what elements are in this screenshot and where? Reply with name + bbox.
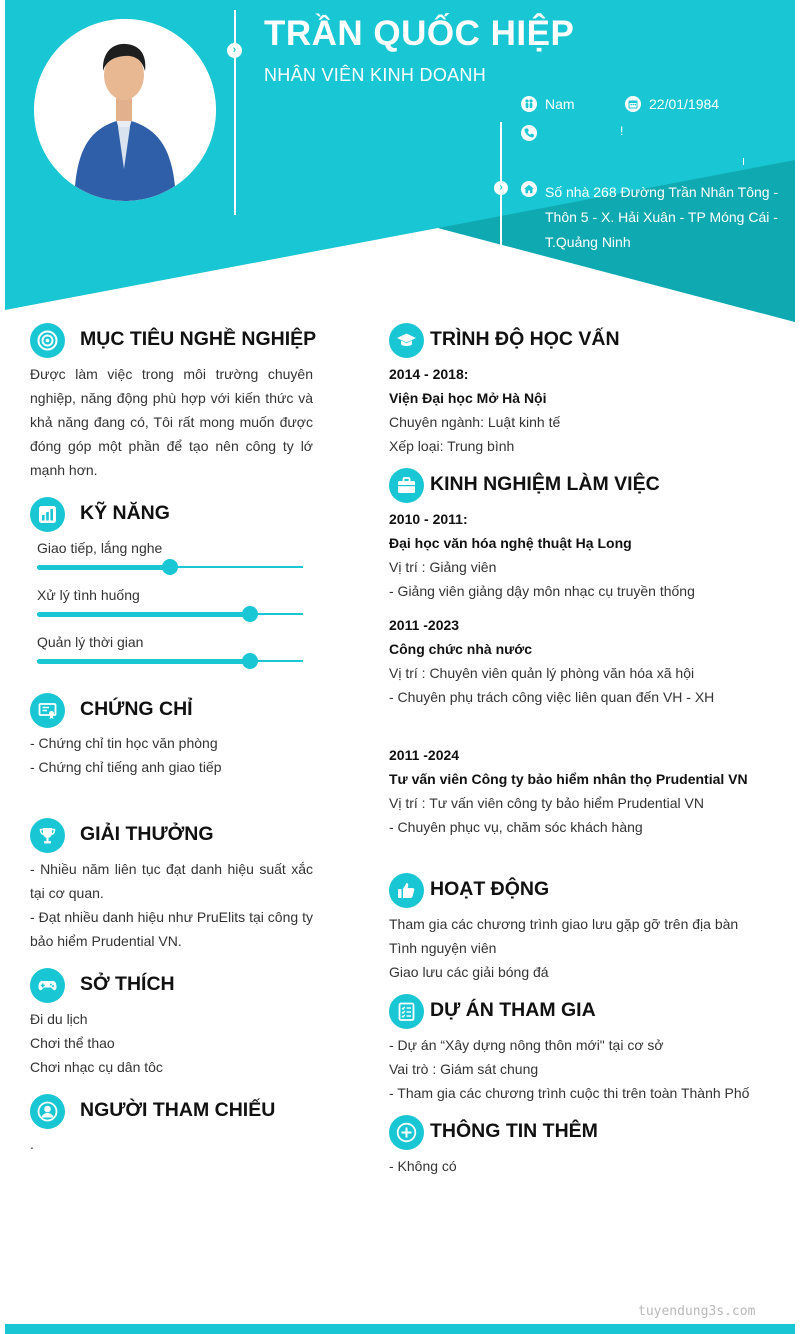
awards-title: GIẢI THƯỞNG xyxy=(80,823,214,845)
award-item: - Nhiều năm liên tục đạt danh hiệu suất xắc tại cơ quan. xyxy=(30,861,313,901)
objective-title: MỤC TIÊU NGHỀ NGHIỆP xyxy=(80,328,317,350)
job-company: Tư vấn viên Công ty bảo hiểm nhân thọ Prudential VN xyxy=(389,771,748,787)
phone-value: ! xyxy=(620,124,624,138)
trophy-icon xyxy=(30,818,65,853)
certificate-item: - Chứng chỉ tin học văn phòng xyxy=(30,735,218,751)
gender-value: Nam xyxy=(545,96,575,112)
hobby-item: Chơi nhạc cụ dân tôc xyxy=(30,1059,163,1075)
graduation-cap-icon xyxy=(389,323,424,358)
references-text: . xyxy=(30,1136,34,1152)
job-company: Đại học văn hóa nghệ thuật Hạ Long xyxy=(389,535,632,551)
education-title: TRÌNH ĐỘ HỌC VẤN xyxy=(430,328,620,350)
job-period: 2011 -2023 xyxy=(389,617,460,633)
project-item: - Dự án “Xây dựng nông thôn mới" tại cơ sở xyxy=(389,1037,664,1053)
job-role: Vị trí : Chuyên viên quản lý phòng văn hóa xã hội xyxy=(389,665,695,681)
divider-tick xyxy=(743,158,744,165)
job-description: - Chuyên phục vụ, chăm sóc khách hàng xyxy=(389,819,643,835)
job-role: Vị trí : Giảng viên xyxy=(389,559,497,575)
skill-bar-fill xyxy=(37,565,170,570)
hobbies-title: SỞ THÍCH xyxy=(80,973,175,995)
job-period: 2011 -2024 xyxy=(389,747,460,763)
education-grade: Xếp loại: Trung bình xyxy=(389,438,515,454)
skill-label: Giao tiếp, lắng nghe xyxy=(37,540,163,556)
additional-info-text: - Không có xyxy=(389,1158,457,1174)
projects-title: DỰ ÁN THAM GIA xyxy=(430,999,596,1021)
experience-title: KINH NGHIỆM LÀM VIỆC xyxy=(430,473,660,495)
skill-label: Xử lý tình huống xyxy=(37,587,140,603)
footer-bar xyxy=(5,1324,795,1334)
birthday-value: 22/01/1984 xyxy=(649,96,720,112)
references-title: NGƯỜI THAM CHIẾU xyxy=(80,1099,276,1121)
award-item: - Đạt nhiều danh hiệu như PruElits tại công ty bảo hiểm Prudential VN. xyxy=(30,909,313,949)
job-description: - Giảng viên giảng dậy môn nhạc cụ truyền thống xyxy=(389,583,695,599)
skill-bar-fill xyxy=(37,612,250,617)
certificate-icon xyxy=(30,693,65,728)
objective-text: Được làm việc trong môi trường chuyên nghiệp, năng động phù hợp với kiến thức và khả năng đang có, Tôi rất mong muốn được đóng góp một phần để tạo nên công ty lớ mạnh hơn. xyxy=(30,366,313,478)
skill-bar-knob xyxy=(242,653,258,669)
gamepad-icon xyxy=(30,968,65,1003)
info-divider-line xyxy=(500,122,502,272)
skill-bar xyxy=(37,613,303,615)
skill-bar-fill xyxy=(37,659,250,664)
education-school: Viện Đại học Mở Hà Nội xyxy=(389,390,547,406)
skill-bar xyxy=(37,660,303,662)
hobby-item: Đi du lịch xyxy=(30,1011,88,1027)
gender-icon xyxy=(521,96,537,112)
avatar xyxy=(34,19,216,201)
activities-title: HOẠT ĐỘNG xyxy=(430,878,550,900)
activity-item: Tham gia các chương trình giao lưu gặp gỡ trên địa bàn xyxy=(389,916,739,932)
skills-title: KỸ NĂNG xyxy=(80,502,170,524)
job-period: 2010 - 2011: xyxy=(389,511,468,527)
bar-chart-icon xyxy=(30,497,65,532)
phone-icon xyxy=(521,125,537,141)
education-major: Chuyên ngành: Luật kinh tế xyxy=(389,414,561,430)
additional-info-title: THÔNG TIN THÊM xyxy=(430,1120,598,1142)
skill-label: Quản lý thời gian xyxy=(37,634,144,650)
project-item: - Tham gia các chương trình cuộc thi trên toàn Thành Phố xyxy=(389,1085,750,1101)
hobby-item: Chơi thể thao xyxy=(30,1035,115,1051)
job-description: - Chuyên phụ trách công việc liên quan đến VH - XH xyxy=(389,689,715,705)
activity-item: Giao lưu các giải bóng đá xyxy=(389,964,549,980)
thumbs-up-icon xyxy=(389,873,424,908)
chevron-right-icon: › xyxy=(494,181,508,195)
candidate-position: NHÂN VIÊN KINH DOANH xyxy=(264,65,487,85)
address-value: Số nhà 268 Đường Trần Nhân Tông - Thôn 5 - X. Hải Xuân - TP Móng Cái - T.Quảng Ninh xyxy=(545,184,779,250)
chevron-right-icon: › xyxy=(227,43,242,58)
job-role: Vị trí : Tư vấn viên công ty bảo hiểm Prudential VN xyxy=(389,795,704,811)
certificate-item: - Chứng chỉ tiếng anh giao tiếp xyxy=(30,759,222,775)
home-icon xyxy=(521,181,537,197)
job-company: Công chức nhà nước xyxy=(389,641,533,657)
education-period: 2014 - 2018: xyxy=(389,366,469,382)
certificates-title: CHỨNG CHỈ xyxy=(80,698,193,720)
skill-bar-knob xyxy=(242,606,258,622)
briefcase-icon xyxy=(389,468,424,503)
skill-bar xyxy=(37,566,303,568)
candidate-name: TRẦN QUỐC HIỆP xyxy=(264,14,575,53)
skill-bar-knob xyxy=(162,559,178,575)
calendar-icon xyxy=(625,96,641,112)
plus-icon xyxy=(389,1115,424,1150)
user-icon xyxy=(30,1094,65,1129)
watermark: tuyendung3s.com xyxy=(638,1304,756,1319)
target-icon xyxy=(30,323,65,358)
activity-item: Tình nguyện viên xyxy=(389,940,497,956)
header-divider-line xyxy=(234,10,236,215)
project-item: Vai trò : Giám sát chung xyxy=(389,1061,539,1077)
checklist-icon xyxy=(389,994,424,1029)
